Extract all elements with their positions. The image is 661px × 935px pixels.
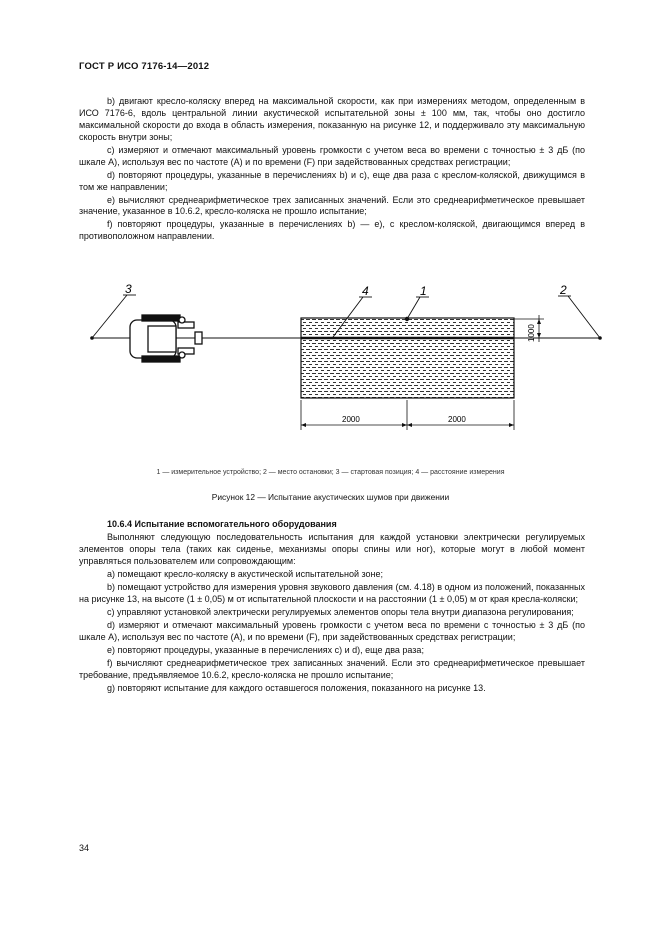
leader-line-3 <box>92 295 127 338</box>
measurement-zone <box>301 318 514 398</box>
item-c: c) управляют установкой электрически регулируемых элементов опоры тела внутри диапазона регулирования; <box>107 606 574 617</box>
page-number: 34 <box>79 843 90 853</box>
top-text-block <box>79 96 585 244</box>
callout-3: 3 <box>125 282 132 296</box>
paragraph-b: b) двигают кресло-коляску вперед на максимальной скорости, как при измерениях методом, определенным в ИСО 7176-6, вдоль центральной линии акустической испытательной зоны ± 100 мм, так, чтобы оно достигло максимальной скорости до входа в область измерения, показанную на рисунке 12, и поддерживало эту максимальную скорость внутри зоны; <box>79 96 585 142</box>
item-g: g) повторяют испытание для каждого оставшегося положения, показанного на рисунке 13. <box>107 682 486 693</box>
bottom-text-block <box>79 519 585 696</box>
dimension-1000: 1000 <box>527 324 536 342</box>
paragraph-c: c) измеряют и отмечают максимальный уровень громкости с учетом веса во времени с точностью ± 3 дБ (по шкале A), используя вес по частоте (A) и по времени (F) при задействованных средствах регистрации; <box>79 144 585 167</box>
callout-2: 2 <box>560 283 567 297</box>
leader-line-2 <box>568 296 600 338</box>
section-title: 10.6.4 Испытание вспомогательного оборудования <box>107 519 337 529</box>
figure-12-diagram <box>78 282 608 442</box>
dimension-2000-right: 2000 <box>448 415 466 424</box>
item-a: a) помещают кресло-коляску в акустической испытательной зоне; <box>107 568 383 579</box>
figure-legend: 1 — измерительное устройство; 2 — место остановки; 3 — стартовая позиция; 4 — расстояние измерения <box>156 469 505 476</box>
item-b: b) помещают устройство для измерения уровня звукового давления (см. 4.18) в одном из положений, показанных на рисунке 13, на высоте (1 ± 0,05) м от испытательной плоскости и на расстоянии (1 ± 0,05) м от края кресла-коляски; <box>79 581 585 604</box>
paragraph-d: d) повторяют процедуры, указанные в перечислениях b) и c), еще два раза с креслом-коляской, движущимся в том же направлении; <box>79 169 585 192</box>
section-intro: Выполняют следующую последовательность испытания для каждой установки электрически регулируемых элементов опоры тела (таких как сиденье, механизмы опоры спины или ног), которые могут в любой момент управляться пользователем или сопровождающим: <box>79 532 585 566</box>
item-f: f) вычисляют среднеарифметическое трех записанных значений. Если это среднеарифметическое превышает требование, предъявляемое 10.6.2, кресло-коляска не прошло испытание; <box>79 657 585 680</box>
dimension-2000-left: 2000 <box>342 415 360 424</box>
paragraph-f: f) повторяют процедуры, указанные в перечислениях b) — e), с креслом-коляской, двигающимся вперед в противоположном направлении. <box>79 219 585 242</box>
item-d: d) измеряют и отмечают максимальный уровень громкости с учетом веса по времени с точностью ± 3 дБ (по шкале A), используя вес по частоте (A), и по времени (F), при задействованных средствах регистрации; <box>79 619 585 642</box>
paragraph-e: e) вычисляют среднеарифметическое трех записанных значений. Если это среднеарифметическое превышает значение, указанное в 10.6.2, кресло-коляска не прошло испытание; <box>79 194 585 217</box>
figure-caption: Рисунок 12 — Испытание акустических шумов при движении <box>211 492 450 502</box>
callout-4: 4 <box>362 284 369 298</box>
callout-1: 1 <box>420 284 427 298</box>
leader-line-1 <box>407 297 420 319</box>
item-e: e) повторяют процедуры, указанные в перечислениях c) и d), еще два раза; <box>107 644 424 655</box>
document-header: ГОСТ Р ИСО 7176-14—2012 <box>79 61 210 72</box>
